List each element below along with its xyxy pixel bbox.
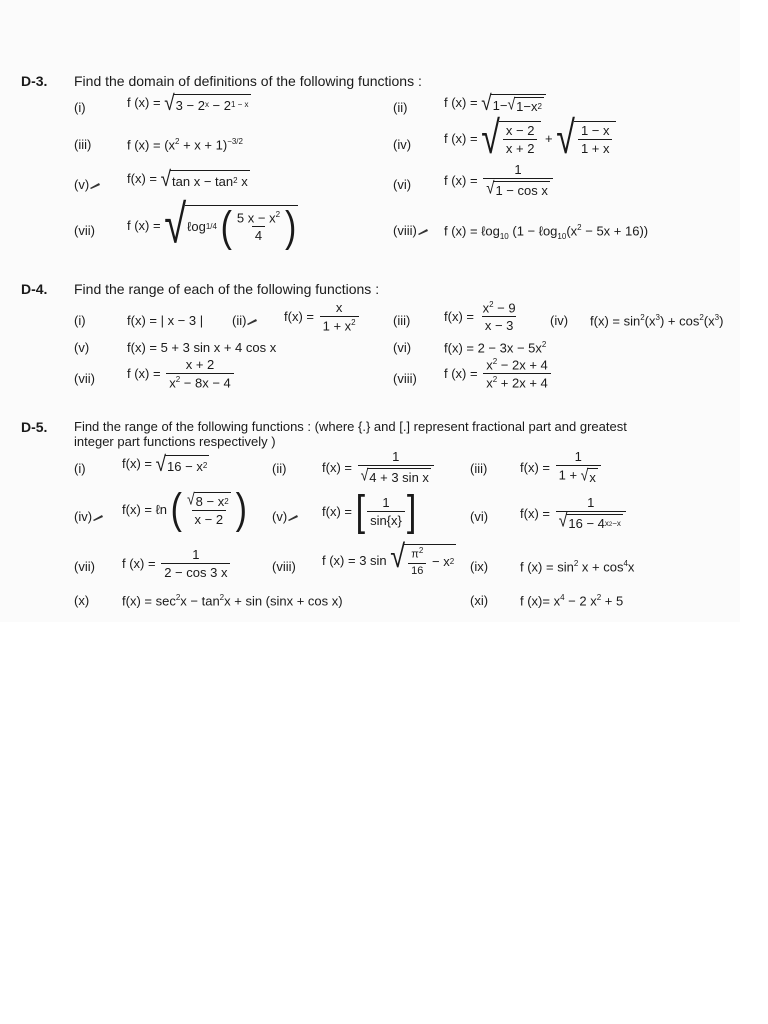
d5-x-expression: $f(x) = \sec^2x - \tan^2x + \sin (\sin x + \cos x)$ [122,593,343,609]
fx-label: f(x) = [122,455,152,471]
question-text-d5-line1: Find the range of the following functions : (where {.} and [.] represent fractional part and greatest [74,419,627,434]
d5-xi-expression: f $(x)= x^4 - 2$ $x^2 + 5$ [520,593,624,609]
d3-i-label: (i) [74,100,86,115]
fx-label: f(x) = [122,501,152,517]
d5-ii-label: (ii) [272,461,287,476]
question-text-d5-line2: integer part functions respectively ) [74,434,276,449]
d3-viii-label: (viii) [393,224,429,237]
d4-i-label: (i) [74,313,86,328]
d3-iv-label: (iv) [393,137,412,152]
d3-iv-expression: f (x) = √ $\frac{x - 2}{x + 2}$ + √ $\frac{1 - x}{1 + x}$ [444,121,616,155]
fraction: $\frac{1 - x}{1 + x}$ [578,124,613,155]
fraction: $\frac{x - 2}{x + 2}$ [503,124,538,155]
d3-iii-expression: f $(x) = (x^2 + x + 1)^{-3/2}$ [127,137,243,153]
pen-icon [92,514,104,522]
fx-label: f (x) = [127,94,161,110]
d4-ii-label: (ii) [232,314,258,327]
d3-viii-expression: f (x) = ℓog$_{10}$ $(1 - \ell og_{10}(x^2 - 5x + 16))$ [444,223,649,241]
d5-xi-label: (xi) [470,593,489,608]
d3-ii-expression [444,91,546,116]
d4-iii-expression: f(x) = $\frac{x^2 - 9}{x - 3}$ [444,300,516,334]
d5-iii-label: (iii) [470,461,488,476]
d5-ii-expression: f(x) = 1 √ 4 + 3 sin x [322,450,436,484]
d4-vii-expression: f (x) = $\frac{x + 2}{x^2 - 8x - 4}$ [127,358,236,389]
d5-viii-expression: f (x) = 3 sin √ $\frac{\pi^2}{16}$ − x 2 [322,538,455,577]
d4-vii-label: (vii) [74,371,95,386]
fx-label: f(x) = [520,505,550,521]
d5-v-label: (v) [272,510,299,523]
d4-ii-expression: f(x) = $\frac{x}{1 + x^2}$ [284,301,361,332]
fx-label: f (x) = [122,556,156,571]
d4-iv-label: (iv) [550,313,569,328]
question-text-d4: Find the range of each of the following functions : [74,281,380,297]
fx-label: f(x) = [322,459,352,475]
d5-vii-label: (vii) [74,559,95,574]
fx-label: f (x) = [127,217,161,233]
question-number-d3: D-3. [21,73,48,89]
pen-icon [417,228,429,236]
d5-x-label: (x) [74,593,90,608]
d3-ii-label: (ii) [393,100,408,115]
question-number-d4: D-4. [21,281,48,297]
d5-vi-expression: f(x) = 1 √ 16 − 4 x2−x [520,496,628,530]
fx-label: f(x) = [520,459,550,475]
fx-label: f (x) = 3 sin [322,552,387,568]
d4-v-label: (v) [74,340,90,355]
d3-v-expression: f(x) = √ tan x − tan 2 x [127,167,248,192]
nested-sqrt: √ 1− √ 1−x 2 [481,94,546,113]
d3-vi-label: (vi) [393,177,412,192]
sqrt-expression: √ 3 − 2 x − 2 1 − x [164,91,249,116]
fx-label: f(x) = [444,309,474,325]
d3-i-expression [127,91,251,116]
d3-vi-expression [444,163,555,197]
d4-viii-expression: f (x) = $\frac{x^2 - 2x + 4}{x^2 + 2x + 4}$ [444,358,553,390]
d3-iii-label: (iii) [74,137,92,152]
fraction: 1 √ 1 − cos x [483,163,553,197]
d5-iv-expression: f(x) = ℓn ( √ 8 − x 2 x − 2 ) [122,485,247,533]
d4-iv-expression: $f(x) = \sin^2(x^3) + \cos^2(x^3)$ [590,313,724,329]
question-number-d5: D-5. [21,419,48,435]
d5-vii-expression: f (x) = $\frac{1}{2 - \cos 3 x}$ [122,548,232,579]
d5-iv-label: (iv) [74,510,104,523]
pen-icon [89,182,101,190]
pen-icon [287,514,299,522]
d5-ix-expression: f $(x) = \sin^2 x + \cos^4x$ [520,559,635,575]
d3-vii-expression: f (x) = √ ℓog 1/4 ( $\frac{5 x - x^2}{4}$ ) [127,195,297,255]
d4-vi-expression: $f(x) = 2 - 3x - 5x^2$ [444,340,547,356]
fx-label: f(x) = [322,503,352,519]
fx-label: f (x) = [444,94,478,110]
fx-label: f (x) = [444,172,478,188]
d4-v-expression: f(x) = 5 + 3 sin x + 4 cos x [127,340,277,355]
d3-v-label: (v) [74,178,101,191]
d4-viii-label: (viii) [393,371,417,386]
d5-iii-expression: f(x) = 1 1 + √ x [520,450,603,484]
d4-i-expression: f(x) = | x − 3 | [127,313,204,328]
fx-label: f (x) = [127,366,161,382]
d4-iii-label: (iii) [393,313,411,328]
question-text-d3: Find the domain of definitions of the following functions : [74,73,422,89]
d5-i-label: (i) [74,461,86,476]
d3-vii-label: (vii) [74,223,95,238]
d5-viii-label: (viii) [272,559,296,574]
d5-ix-label: (ix) [470,559,489,574]
fx-label: f (x) = [444,366,478,382]
d5-vi-label: (vi) [470,509,489,524]
fx-label: f (x) = [444,130,478,146]
pen-icon [246,318,258,326]
d5-v-expression: f(x) = [ $\frac{1}{\sin\{x\}}$ ] [322,487,417,535]
d4-vi-label: (vi) [393,340,412,355]
d5-i-expression: f(x) = √ 16 − x 2 [122,452,208,477]
fx-label: f(x) = [284,309,314,325]
